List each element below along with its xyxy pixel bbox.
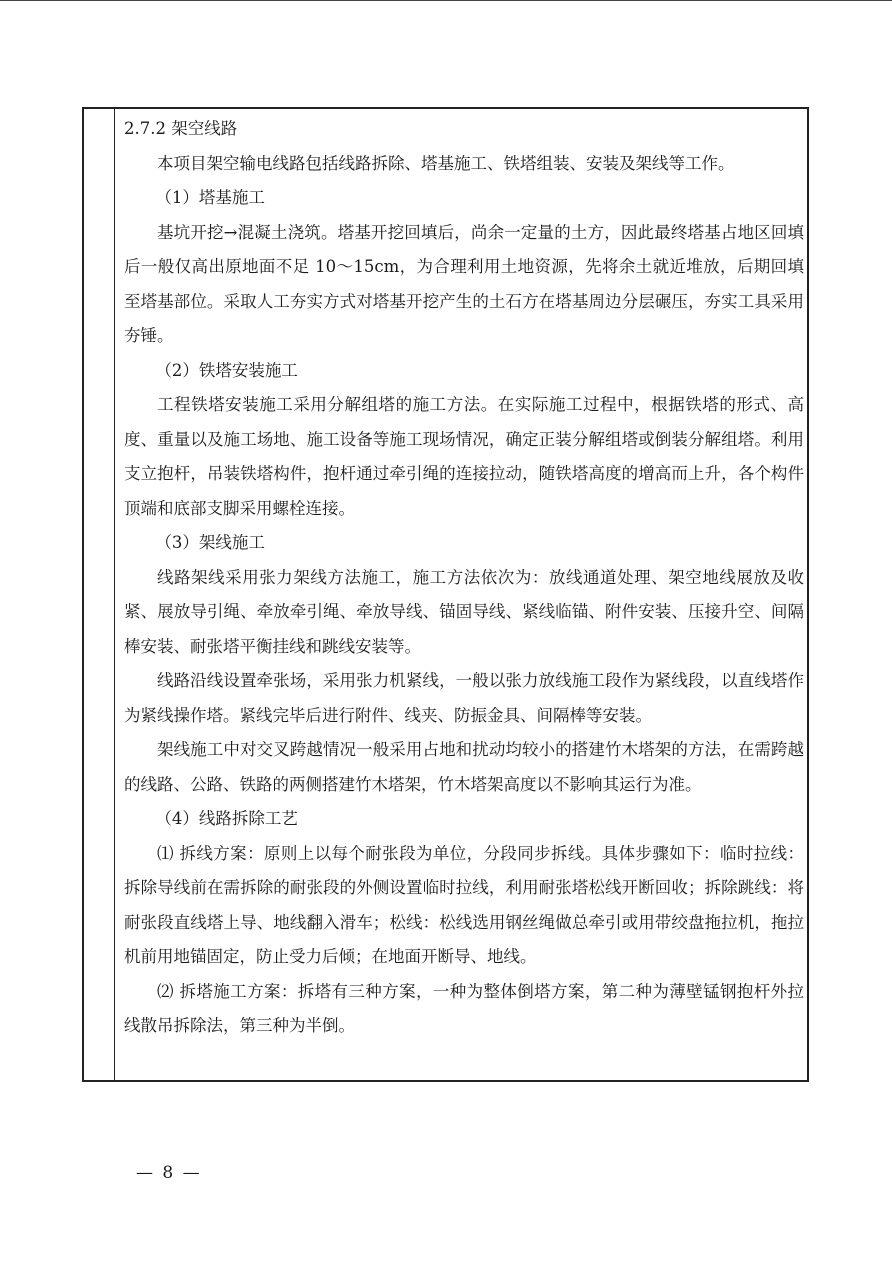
paragraph-tower-foundation: 基坑开挖→混凝土浇筑。塔基开挖回填后，尚余一定量的土方，因此最终塔基占地区回填后一般仅高出原地面不足 10～15cm，为合理利用土地资源，先将余土就近堆放，后期回填至塔基部位。采取人工夯实方式对塔基开挖产生的土石方在塔基周边分层碾压，夯实工具采用夯锤。 [124,222,804,345]
subsection-heading-3: （3）架线施工 [155,533,265,552]
paragraph-dismantling-2: ⑵ 拆塔施工方案：拆塔有三种方案，一种为整体倒塔方案，第二种为薄壁锰钢抱杆外拉线散吊拆除法，第三种为半倒。 [124,981,804,1035]
subsection-heading-4: （4）线路拆除工艺 [155,809,298,828]
intro-paragraph: 本项目架空输电线路包括线路拆除、塔基施工、铁塔组装、安装及架线等工作。 [157,153,735,173]
subsection-heading-2: （2）铁塔安装施工 [155,360,298,380]
top-border-line [0,0,892,1]
subsection-heading-1: （1）塔基施工 [155,188,265,207]
paragraph-tower-installation: 工程铁塔安装施工采用分解组塔的施工方法。在实际施工过程中，根据铁塔的形式、高度、重量以及施工场地、施工设备等施工现场情况，确定正装分解组塔或倒装分解组塔。利用支立抱杆，吊装铁塔构件，抱杆通过牵引绳的连接拉动，随铁塔高度的增高而上升，各个构件顶端和底部支脚采用螺栓连接。 [124,395,804,518]
paragraph-stringing-2: 线路沿线设置牵张场，采用张力机紧线，一般以张力放线施工段作为紧线段，以直线塔作为紧线操作塔。紧线完毕后进行附件、线夹、防振金具、间隔棒等安装。 [124,671,804,725]
paragraph-dismantling-1: ⑴ 拆线方案：原则上以每个耐张段为单位，分段同步拆线。具体步骤如下：临时拉线：拆除导线前在需拆除的耐张段的外侧设置临时拉线，利用耐张塔松线开断回收；拆除跳线：将耐张段直线塔上导、地线翻入滑车；松线：松线选用钢丝绳做总牵引或用带绞盘拖拉机，拖拉机前用地锚固定，防止受力后倾；在地面开断导、地线。 [124,843,804,966]
table-left-column [84,109,115,1080]
page-number: — 8 — [136,1163,202,1183]
section-title: 2.7.2 架空线路 [124,119,238,138]
paragraph-stringing-1: 线路架线采用张力架线方法施工，施工方法依次为：放线通道处理、架空地线展放及收紧、展放导引绳、牵放牵引绳、牵放导线、锚固导线、紧线临锚、附件安装、压接升空、间隔棒安装、耐张塔平衡挂线和跳线安装等。 [124,567,804,656]
paragraph-stringing-3: 架线施工中对交叉跨越情况一般采用占地和扰动均较小的搭建竹木塔架的方法，在需跨越的线路、公路、铁路的两侧搭建竹木塔架，竹木塔架高度以不影响其运行为准。 [124,740,804,794]
table-content-cell [124,112,804,1044]
table-frame [82,107,809,1082]
